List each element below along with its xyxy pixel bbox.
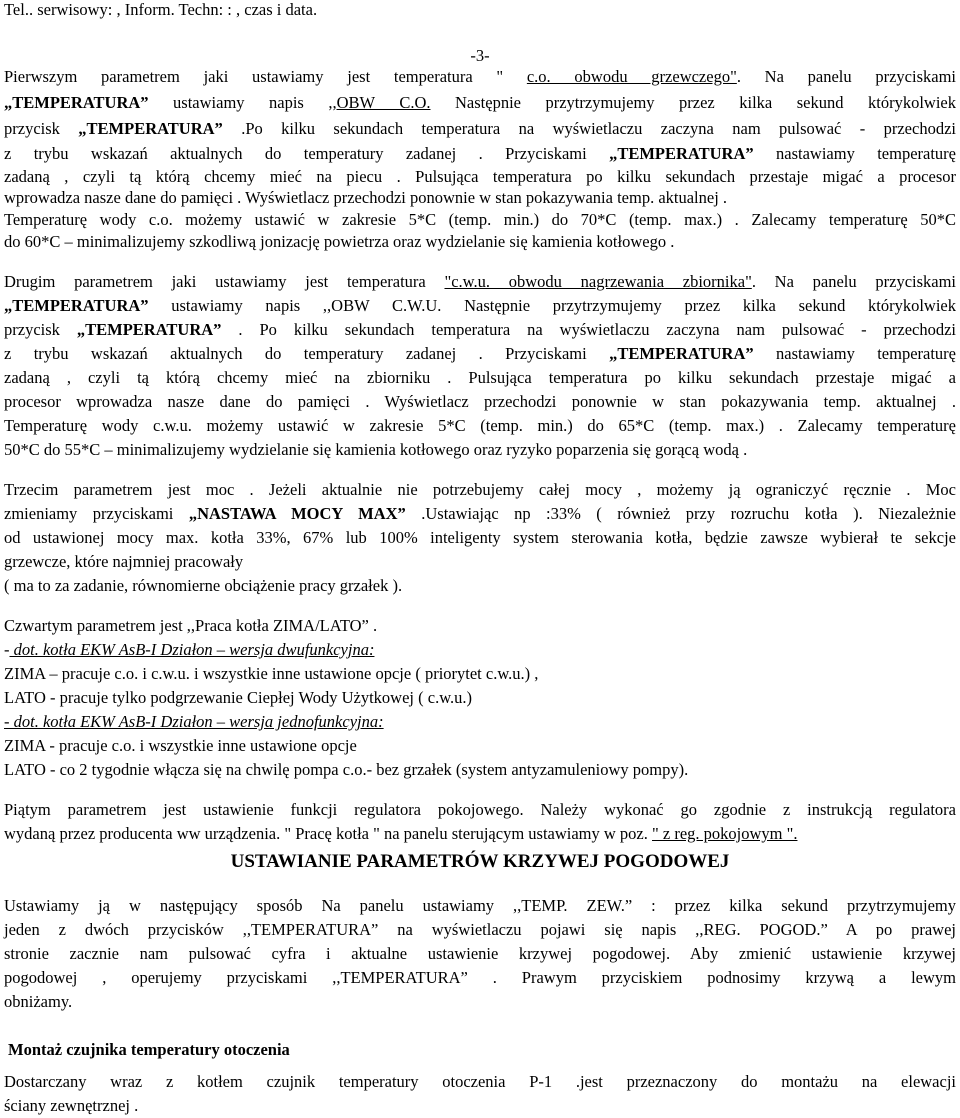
param4-text: -	[4, 640, 10, 659]
param2-line-2	[4, 296, 956, 316]
param1-text: .Po kilku sekundach temperatura na wyświetlaczu zaczyna nam pulsować - przechodzi	[222, 119, 956, 138]
sensor-line-2: ściany zewnętrznej .	[4, 1096, 139, 1115]
param4-line-4: LATO - pracuje tylko podgrzewanie Ciepłej Wody Użytkowej ( c.w.u.)	[4, 688, 473, 707]
param4-line-6: ZIMA - pracuje c.o. i wszystkie inne ustawione opcje	[4, 736, 357, 755]
param2-line-5: zadaną , czyli tą którą chcemy mieć na zbiorniku . Pulsująca temperatura po kilku sekundach przestaje migać a	[4, 368, 956, 387]
param1-text: nastawiamy temperaturę	[753, 144, 956, 163]
param4-line-1: Czwartym parametrem jest ,,Praca kotła ZIMA/LATO” .	[4, 616, 378, 635]
param1-line-8: do 60*C – minimalizujemy szkodliwą jonizację powietrza oraz wydzielanie się kamienia kotłowego .	[4, 232, 675, 251]
param2-text: ustawiamy napis ,,OBW C.W.U.	[148, 296, 442, 315]
param1-line-2	[4, 93, 956, 113]
button-name-nastawa-mocy-max: „NASTAWA MOCY MAX”	[188, 504, 406, 523]
param5-line-2	[4, 824, 956, 844]
param1-line-1	[4, 67, 956, 87]
param1-line-3	[4, 119, 956, 139]
curve-line-5: obniżamy.	[4, 992, 73, 1011]
param4-line-2	[4, 640, 956, 660]
section-title: USTAWIANIE PARAMETRÓW KRZYWEJ POGODOWEJ	[230, 851, 730, 872]
param2-text: . Po kilku sekundach temperatura na wyświetlaczu zaczyna nam pulsować - przechodzi	[221, 320, 956, 339]
param4-line-7: LATO - co 2 tygodnie włącza się na chwilę pompa c.o.- bez grzałek (system antyzamuleniowy pompy).	[4, 760, 689, 779]
curve-line-4: pogodowej , operujemy przyciskami ,,TEMPERATURA” . Prawym przyciskiem podnosimy krzywą a lewym	[4, 968, 956, 987]
param1-text: ustawiamy napis	[148, 93, 329, 112]
param1-line-7: Temperaturę wody c.o. możemy ustawić w zakresie 5*C (temp. min.) do 70*C (temp. max.) . Zalecamy temperaturę 50*C	[4, 210, 956, 229]
sensor-title: Montaż czujnika temperatury otoczenia	[8, 1040, 290, 1059]
param3-line-1: Trzecim parametrem jest moc . Jeżeli aktualnie nie potrzebujemy całej mocy , możemy ją ograniczyć ręcznie . Moc	[4, 480, 956, 499]
curve-line-1: Ustawiamy ją w następujący sposób Na panelu ustawiamy ,,TEMP. ZEW.” : przez kilka sekund przytrzymujemy	[4, 896, 956, 915]
param2-text: . Na panelu przyciskami	[751, 272, 957, 291]
param4-line-3: ZIMA – pracuje c.o. i c.w.u. i wszystkie inne ustawione opcje ( priorytet c.w.u.) ,	[4, 664, 539, 683]
param2-text: Drugim parametrem jaki ustawiamy jest temperatura	[4, 272, 445, 291]
sensor-line-1: Dostarczany wraz z kotłem czujnik temperatury otoczenia P-1 .jest przeznaczony do montażu na elewacji	[4, 1072, 956, 1091]
button-name-temperatura: „TEMPERATURA”	[78, 119, 223, 138]
page-number: -3-	[470, 46, 490, 65]
param2-text: Następnie przytrzymujemy przez kilka sekund którykolwiek	[441, 296, 956, 315]
button-name-temperatura: „TEMPERATURA”	[609, 144, 754, 163]
curve-line-3: stronie zacznie nam pulsować cyfra i aktualne ustawienie krzywej pogodowej. Aby zmienić ustawienie krzywej	[4, 944, 956, 963]
button-name-temperatura: „TEMPERATURA”	[4, 93, 149, 112]
param3-line-2	[4, 504, 956, 524]
param2-circuit-name: "c.w.u. obwodu nagrzewania zbiornika"	[444, 272, 752, 291]
version-dual-function-heading: dot. kotła EKW AsB-I Działon – wersja dwufunkcyjna:	[9, 640, 375, 659]
button-name-temperatura: „TEMPERATURA”	[609, 344, 754, 363]
param2-line-8: 50*C do 55*C – minimalizujemy wydzielanie się kamienia kotłowego oraz ryzyko poparzenia się gorącą wodą .	[4, 440, 748, 459]
param3-line-5: ( ma to za zadanie, równomierne obciążenie pracy grzałek ).	[4, 576, 403, 595]
button-name-temperatura: „TEMPERATURA”	[76, 320, 222, 339]
param5-text: wydaną przez producenta ww urządzenia. " Pracę kotła " na panelu sterującym ustawiamy w poz.	[4, 824, 653, 843]
header-line: Tel.. serwisowy: , Inform. Techn: : , czas i data.	[4, 0, 318, 19]
param1-circuit-name: c.o. obwodu grzewczego"	[526, 67, 737, 86]
param1-line-6: wprowadza nasze dane do pamięci . Wyświetlacz przechodzi ponownie w stan pokazywania temp. aktualnej .	[4, 188, 728, 207]
param3-line-4: grzewcze, które najmniej pracowały	[4, 552, 244, 571]
display-text-obw-co: ,,OBW C.O.	[328, 93, 431, 112]
param3-line-3: od ustawionej mocy max. kotła 33%, 67% lub 100% inteligenty system sterowania kotła, będzie zawsze wybierał te sekcje	[4, 528, 956, 547]
param1-text: . Na panelu przyciskami	[736, 67, 956, 86]
param1-text: Następnie przytrzymujemy przez kilka sekund którykolwiek	[430, 93, 956, 112]
param2-text: przycisk	[4, 320, 77, 339]
button-name-temperatura: „TEMPERATURA”	[4, 296, 149, 315]
param1-line-5: zadaną , czyli tą którą chcemy mieć na piecu . Pulsująca temperatura po kilku sekundach przestaje migać a procesor	[4, 167, 956, 186]
room-regulator-setting: " z reg. pokojowym ".	[652, 824, 798, 843]
param3-text: .Ustawiając np :33% ( również przy rozruchu kotła ). Niezależnie	[405, 504, 956, 523]
param5-line-1: Piątym parametrem jest ustawienie funkcji regulatora pokojowego. Należy wykonać go zgodnie z instrukcją regulatora	[4, 800, 956, 819]
param2-text: z trybu wskazań aktualnych do temperatury zadanej . Przyciskami	[4, 344, 610, 363]
param1-text: Pierwszym parametrem jaki ustawiamy jest temperatura "	[4, 67, 527, 86]
param1-text: z trybu wskazań aktualnych do temperatury zadanej . Przyciskami	[4, 144, 587, 163]
param3-text: zmieniamy przyciskami	[4, 504, 189, 523]
param2-line-6: procesor wprowadza nasze dane do pamięci . Wyświetlacz przechodzi ponownie w stan pokazywania temp. aktualnej .	[4, 392, 956, 411]
param1-text: przycisk	[4, 119, 79, 138]
param2-line-4	[4, 344, 956, 364]
param2-line-7: Temperaturę wody c.w.u. możemy ustawić w zakresie 5*C (temp. min.) do 65*C (temp. max.) . Zalecamy temperaturę	[4, 416, 956, 435]
curve-line-2: jeden z dwóch przycisków ,,TEMPERATURA” na wyświetlaczu pojawi się napis ,,REG. POGOD.” A po prawej	[4, 920, 956, 939]
param2-text: nastawiamy temperaturę	[753, 344, 956, 363]
param1-line-4	[4, 144, 956, 164]
version-single-function-heading: - dot. kotła EKW AsB-I Działon – wersja jednofunkcyjna:	[4, 712, 384, 731]
param2-line-1	[4, 272, 956, 292]
param2-line-3	[4, 320, 956, 340]
